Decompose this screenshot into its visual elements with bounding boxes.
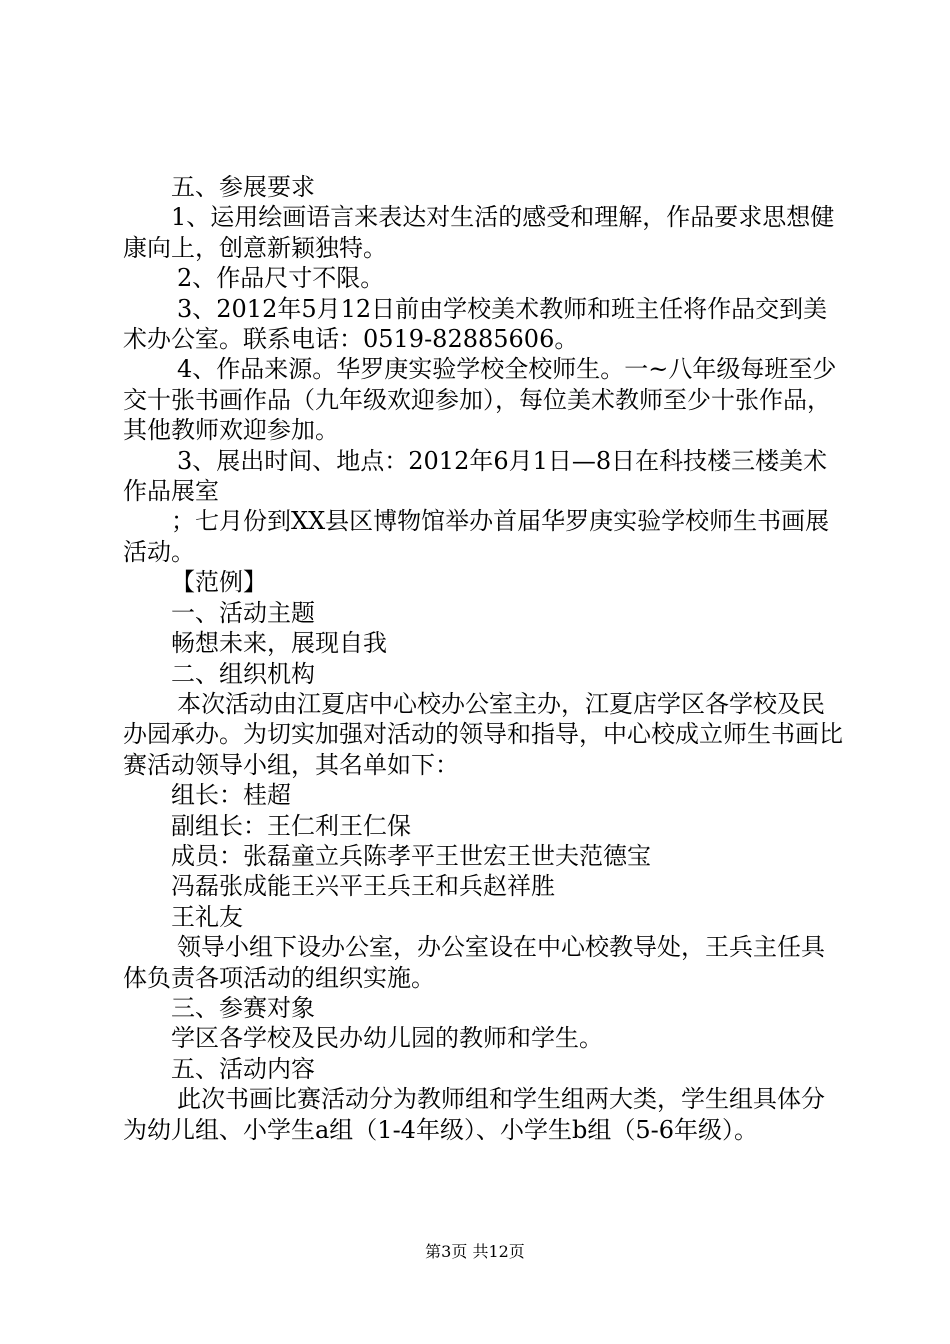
paragraph: 3、2012年5月12日前由学校美术教师和班主任将作品交到美术办公室。联系电话：0519-82885606。 bbox=[123, 294, 828, 354]
section-heading-activity-content: 五、活动内容 bbox=[171, 1054, 315, 1083]
paragraph: 3、展出时间、地点：2012年6月1日—8日在科技楼三楼美术作品展室 bbox=[123, 446, 828, 506]
section-heading-exhibition-requirements: 五、参展要求 bbox=[171, 173, 315, 201]
section-heading-organization: 二、组织机构 bbox=[171, 659, 315, 688]
paragraph: 王礼友 bbox=[171, 902, 243, 931]
paragraph: 学区各学校及民办幼儿园的教师和学生。 bbox=[171, 1024, 603, 1053]
paragraph: 冯磊张成能王兴平王兵王和兵赵祥胜 bbox=[171, 872, 555, 901]
paragraph: 本次活动由江夏店中心校办公室主办，江夏店学区各学校及民办园承办。为切实加强对活动的领导和指导，中心校成立师生书画比赛活动领导小组，其名单如下： bbox=[123, 689, 843, 779]
section-heading-activity-theme: 一、活动主题 bbox=[171, 598, 315, 627]
paragraph: 1、运用绘画语言来表达对生活的感受和理解，作品要求思想健康向上，创意新颖独特。 bbox=[123, 203, 835, 262]
document-body bbox=[123, 172, 843, 1145]
paragraph: 成员：张磊童立兵陈孝平王世宏王世夫范德宝 bbox=[171, 841, 651, 870]
section-heading-example: 【范例】 bbox=[171, 568, 267, 597]
paragraph: 4、作品来源。华罗庚实验学校全校师生。一~八年级每班至少交十张书画作品（九年级欢迎参加），每位美术教师至少十张作品，其他教师欢迎参加。 bbox=[123, 355, 837, 445]
paragraph: 此次书画比赛活动分为教师组和学生组两大类，学生组具体分为幼儿组、小学生a组（1-4年级）、小学生b组（5-6年级）。 bbox=[123, 1085, 825, 1144]
paragraph: 畅想未来，展现自我 bbox=[171, 629, 387, 658]
paragraph: 2、作品尺寸不限。 bbox=[177, 264, 385, 293]
paragraph: 组长：桂超 bbox=[171, 781, 291, 810]
paragraph: 副组长：王仁利王仁保 bbox=[171, 811, 411, 840]
section-heading-participants: 三、参赛对象 bbox=[171, 993, 315, 1022]
page-footer: 第3页 共12页 bbox=[425, 1242, 525, 1261]
paragraph: 领导小组下设办公室，办公室设在中心校教导处，王兵主任具体负责各项活动的组织实施。 bbox=[123, 933, 825, 992]
paragraph: ；七月份到XX县区博物馆举办首届华罗庚实验学校师生书画展活动。 bbox=[123, 507, 830, 566]
